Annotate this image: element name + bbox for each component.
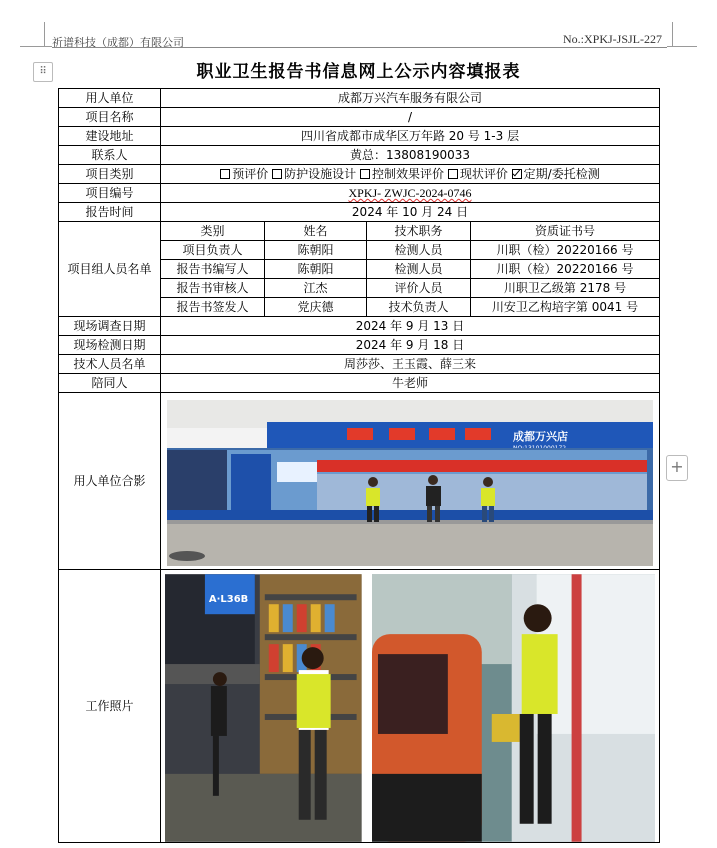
team-header-category: 类别 — [161, 222, 265, 241]
employer-value[interactable]: 成都万兴汽车服务有限公司 — [161, 89, 660, 108]
team-cell[interactable]: 川职（检）20220166 号 — [471, 260, 660, 279]
add-column-button[interactable]: + — [666, 455, 688, 481]
team-cell[interactable]: 报告书审核人 — [161, 279, 265, 298]
table-row — [59, 222, 660, 241]
contact-label: 联系人 — [59, 146, 161, 165]
team-cell[interactable]: 技术负责人 — [367, 298, 471, 317]
category-option[interactable] — [448, 167, 508, 181]
plate-text: A·L36B — [208, 594, 249, 606]
header-company: 祈谱科技（成都）有限公司 — [52, 36, 184, 49]
test-date-value[interactable]: 2024 年 9 月 18 日 — [161, 336, 660, 355]
info-table — [58, 88, 660, 843]
group-photo-label: 用人单位合影 — [59, 393, 161, 570]
table-row — [59, 374, 660, 393]
checkbox-icon[interactable] — [448, 169, 458, 179]
report-date-value[interactable]: 2024 年 10 月 24 日 — [161, 203, 660, 222]
escort-value[interactable]: 牛老师 — [161, 374, 660, 393]
checkbox-icon[interactable] — [272, 169, 282, 179]
table-row — [59, 317, 660, 336]
header-rule — [52, 47, 667, 48]
work-photos — [161, 570, 659, 842]
table-move-handle[interactable]: ⠿ — [33, 62, 53, 82]
team-cell[interactable]: 江杰 — [265, 279, 367, 298]
team-cell[interactable]: 报告书签发人 — [161, 298, 265, 317]
contact-value[interactable]: 黄总：13808190033 — [161, 146, 660, 165]
team-cell[interactable]: 项目负责人 — [161, 241, 265, 260]
table-row — [59, 89, 660, 108]
address-value[interactable]: 四川省成都市成华区万年路 20 号 1-3 层 — [161, 127, 660, 146]
team-label: 项目组人员名单 — [59, 222, 161, 317]
crop-mark — [672, 22, 673, 47]
team-cell[interactable]: 陈朝阳 — [265, 241, 367, 260]
team-header-title: 技术职务 — [367, 222, 471, 241]
category-option-label: 防护设施设计 — [284, 167, 357, 181]
crop-mark — [44, 22, 45, 47]
work-photo-cell[interactable] — [161, 570, 660, 843]
category-option[interactable] — [512, 167, 600, 181]
crop-mark — [20, 46, 52, 47]
team-cell[interactable]: 党庆德 — [265, 298, 367, 317]
table-row — [59, 355, 660, 374]
category-option[interactable] — [220, 167, 268, 181]
escort-label: 陪同人 — [59, 374, 161, 393]
shop-sign-text: 成都万兴店 — [513, 430, 568, 443]
table-row — [59, 393, 660, 570]
checkbox-icon[interactable] — [220, 169, 230, 179]
crop-mark — [667, 46, 697, 47]
team-cell[interactable]: 检测人员 — [367, 260, 471, 279]
table-row — [59, 336, 660, 355]
team-header-name: 姓名 — [265, 222, 367, 241]
category-option-label: 预评价 — [232, 167, 269, 181]
team-cell[interactable]: 检测人员 — [367, 241, 471, 260]
category-options — [161, 165, 660, 184]
table-row — [59, 108, 660, 127]
checked-checkbox-icon[interactable] — [512, 169, 522, 179]
table-row — [59, 570, 660, 843]
category-label: 项目类别 — [59, 165, 161, 184]
address-label: 建设地址 — [59, 127, 161, 146]
survey-date-value[interactable]: 2024 年 9 月 13 日 — [161, 317, 660, 336]
table-row — [59, 184, 660, 203]
team-cell[interactable]: 川职卫乙级第 2178 号 — [471, 279, 660, 298]
category-option[interactable] — [360, 167, 444, 181]
team-cell[interactable]: 陈朝阳 — [265, 260, 367, 279]
table-row — [59, 165, 660, 184]
table-row — [59, 203, 660, 222]
project-no-label: 项目编号 — [59, 184, 161, 203]
team-cell[interactable]: 评价人员 — [367, 279, 471, 298]
table-row — [59, 127, 660, 146]
test-date-label: 现场检测日期 — [59, 336, 161, 355]
team-cell[interactable]: 川安卫乙构培字第 0041 号 — [471, 298, 660, 317]
work-photo-label: 工作照片 — [59, 570, 161, 843]
technicians-value[interactable]: 周莎莎、王玉霞、薛三来 — [161, 355, 660, 374]
report-date-label: 报告时间 — [59, 203, 161, 222]
category-option-label: 现状评价 — [459, 167, 508, 181]
employer-label: 用人单位 — [59, 89, 161, 108]
work-photo-right[interactable] — [372, 574, 655, 842]
page-title: 职业卫生报告书信息网上公示内容填报表 — [196, 62, 521, 82]
project-name-label: 项目名称 — [59, 108, 161, 127]
checkbox-icon[interactable] — [360, 169, 370, 179]
survey-date-label: 现场调查日期 — [59, 317, 161, 336]
project-no-text: XPKJ- ZWJC-2024-0746 — [348, 186, 472, 200]
technicians-label: 技术人员名单 — [59, 355, 161, 374]
header-doc-number: No.:XPKJ-JSJL-227 — [562, 32, 662, 46]
team-header-cert: 资质证书号 — [471, 222, 660, 241]
table-row — [59, 146, 660, 165]
category-option-label: 定期/委托检测 — [523, 167, 600, 181]
team-cell[interactable]: 报告书编写人 — [161, 260, 265, 279]
project-no-value[interactable] — [161, 184, 660, 203]
team-cell[interactable]: 川职（检）20220166 号 — [471, 241, 660, 260]
project-name-value[interactable]: / — [161, 108, 660, 127]
category-option[interactable] — [272, 167, 356, 181]
group-photo[interactable] — [167, 400, 653, 566]
group-photo-cell[interactable] — [161, 393, 660, 570]
category-option-label: 控制效果评价 — [371, 167, 444, 181]
work-photo-left[interactable] — [165, 574, 362, 842]
